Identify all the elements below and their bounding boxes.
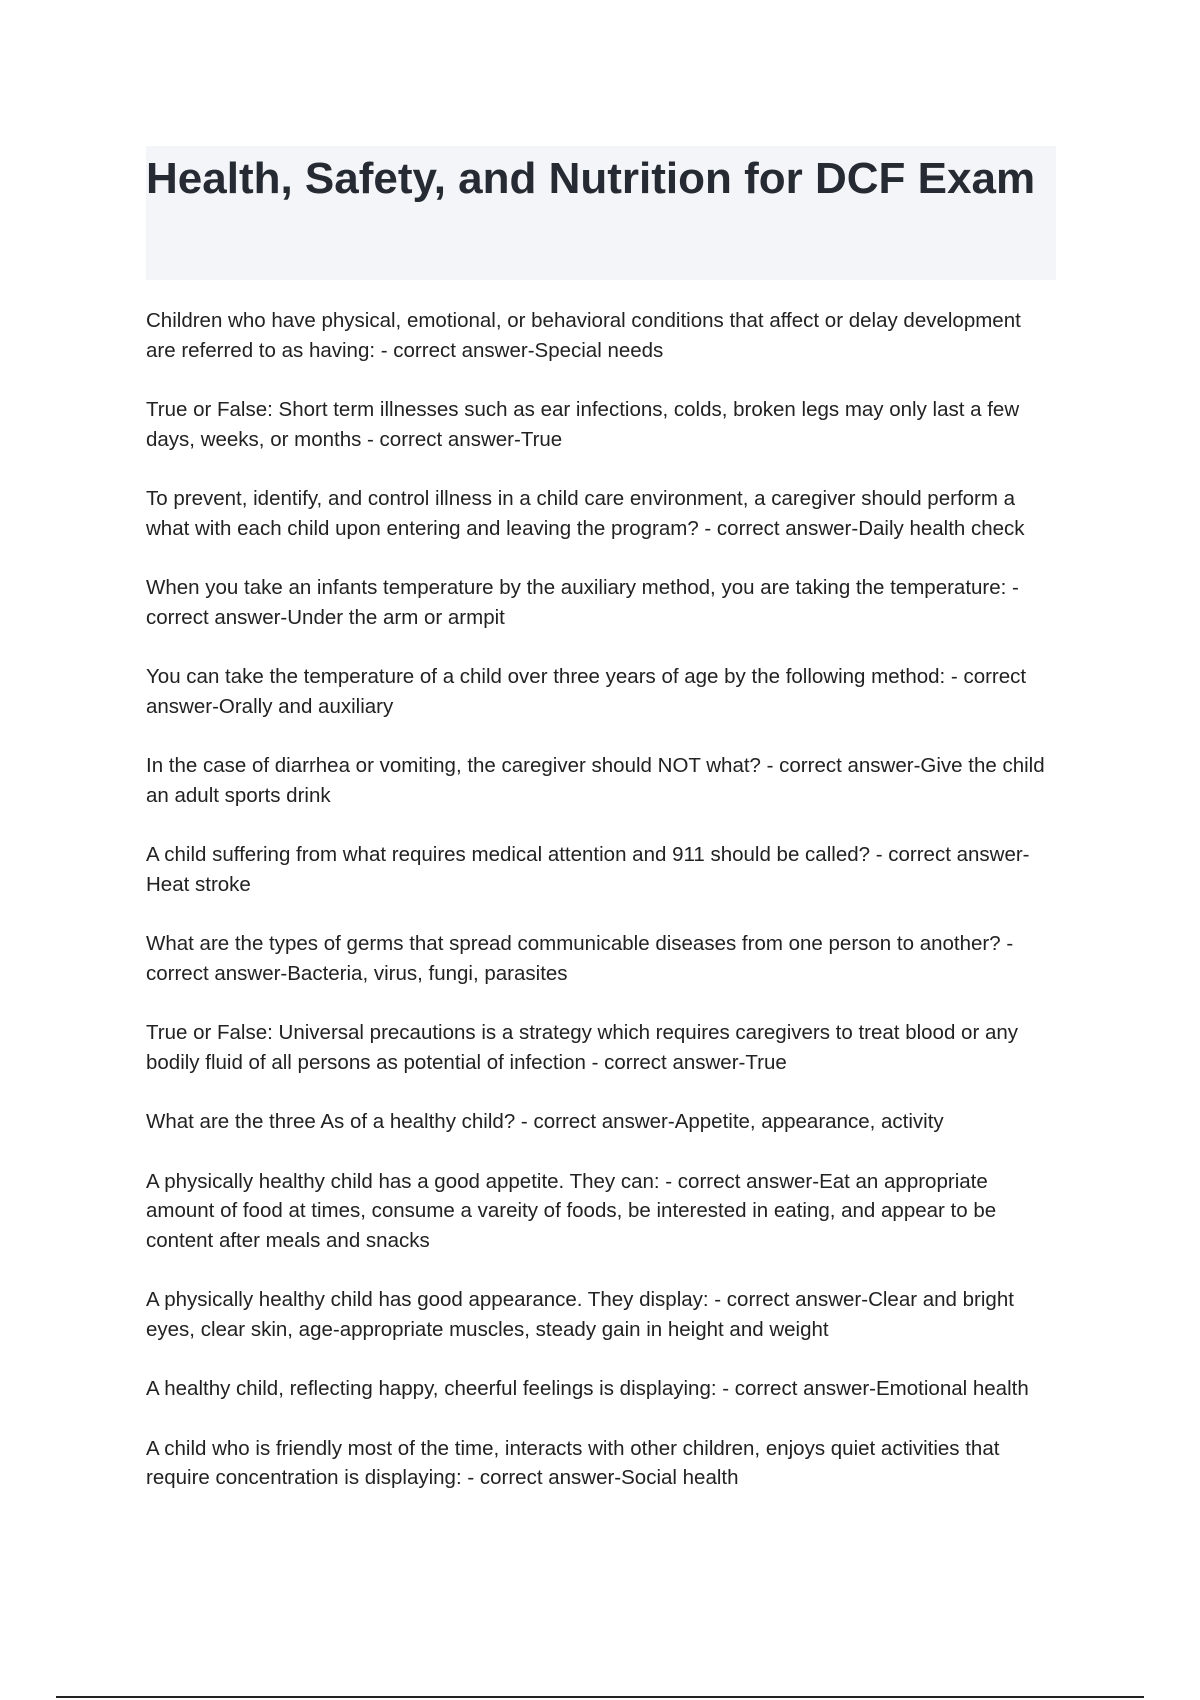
qa-item: Children who have physical, emotional, or behavioral conditions that affect or delay development are referred to as having: - correct answer-Special needs bbox=[146, 309, 1021, 362]
qa-item: A physically healthy child has good appearance. They display: - correct answer-Clear and bright eyes, clear skin, age-appropriate muscles, steady gain in height and weight bbox=[146, 1288, 1014, 1341]
qa-item: A healthy child, reflecting happy, cheerful feelings is displaying: - correct answer-Emotional health bbox=[146, 1377, 1029, 1400]
qa-item: In the case of diarrhea or vomiting, the caregiver should NOT what? - correct answer-Give the child an adult sports drink bbox=[146, 754, 1045, 807]
qa-item: True or False: Universal precautions is a strategy which requires caregivers to treat blood or any bodily fluid of all persons as potential of infection - correct answer-True bbox=[146, 1021, 1019, 1074]
qa-item: A child suffering from what requires medical attention and 911 should be called? - correct answer-Heat stroke bbox=[146, 843, 1030, 896]
page-title: Health, Safety, and Nutrition for DCF Exam bbox=[146, 154, 1036, 203]
qa-item: A child who is friendly most of the time, interacts with other children, enjoys quiet activities that require concentration is displaying: - correct answer-Social health bbox=[146, 1436, 1000, 1489]
qa-item: A physically healthy child has a good appetite. They can: - correct answer-Eat an appropriate amount of food at times, consume a vareity of foods, be interested in eating, and appear to be content after meals and snacks bbox=[146, 1169, 997, 1252]
qa-item: True or False: Short term illnesses such as ear infections, colds, broken legs may only last a few days, weeks, or months - correct answer-True bbox=[146, 398, 1020, 451]
qa-item: You can take the temperature of a child over three years of age by the following method: - correct answer-Orally and auxiliary bbox=[146, 665, 1027, 718]
page-bottom-rule bbox=[56, 1696, 1144, 1698]
qa-item: To prevent, identify, and control illness in a child care environment, a caregiver should perform a what with each child upon entering and leaving the program? - correct answer-Daily health check bbox=[146, 487, 1025, 540]
question-answer-list bbox=[146, 306, 1056, 1523]
qa-item: What are the types of germs that spread communicable diseases from one person to another? - correct answer-Bacteria, virus, fungi, parasites bbox=[146, 932, 1014, 985]
qa-item: When you take an infants temperature by the auxiliary method, you are taking the temperature: - correct answer-Under the arm or armpit bbox=[146, 576, 1019, 629]
title-banner bbox=[146, 146, 1056, 280]
qa-item: What are the three As of a healthy child? - correct answer-Appetite, appearance, activity bbox=[146, 1110, 944, 1133]
